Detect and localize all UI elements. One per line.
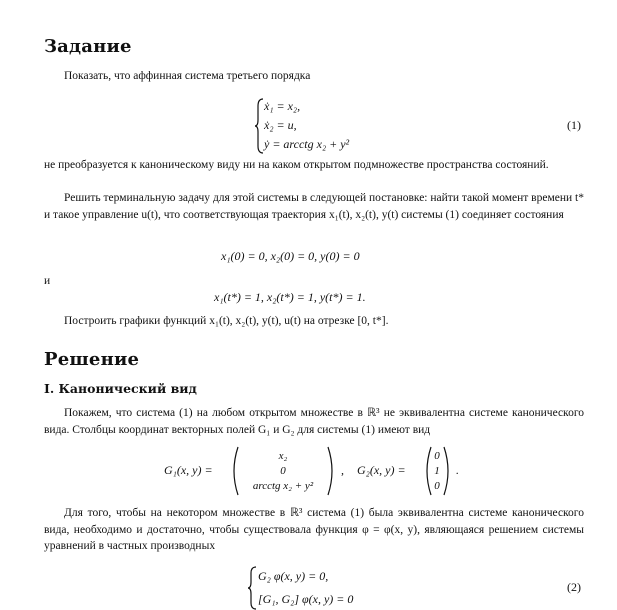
period: .	[456, 463, 459, 477]
g2-right-paren	[442, 446, 454, 496]
left-brace-1	[254, 98, 264, 154]
g1-entry-3: arcctg x₂ + y²	[252, 480, 314, 492]
terminal-conditions: x₁(t*) = 1, x₂(t*) = 1, y(t*) = 1.	[214, 290, 366, 304]
g1-entry-1: x₂	[278, 450, 288, 462]
and-word: и	[44, 275, 51, 287]
solution-heading: Решение	[44, 349, 140, 370]
g2-label: G₂(x, y) =	[357, 463, 406, 477]
system1-eq2: ẋ₂ = u,	[264, 118, 297, 132]
system2-eq2: [G₁, G₂] φ(x, y) = 0	[258, 592, 354, 606]
task-paragraph-2: Решить терминальную задачу для этой системы в следующей постановке: найти такой момент времени t* и такое управление u(t), что соответствующая траектория x₁(t), x₂(t), y(t) системы (1) соединяет состояния	[44, 192, 584, 221]
g2-entry-1: 0	[434, 450, 440, 462]
task-heading: Задание	[44, 36, 132, 57]
g2-entry-2: 1	[434, 465, 440, 477]
g1-entry-2: 0	[280, 465, 286, 477]
g2-entry-3: 0	[434, 480, 440, 492]
initial-conditions: x₁(0) = 0, x₂(0) = 0, y(0) = 0	[221, 249, 360, 263]
task-paragraph-1: не преобразуется к каноническому виду ни на каком открытом подмножестве пространства состояний.	[44, 159, 549, 171]
system1-eq1: ẋ₁ = x₂,	[264, 99, 301, 113]
task-paragraph-3: Построить графики функций x₁(t), x₂(t), y(t), u(t) на отрезке [0, t*].	[64, 315, 389, 327]
subsection-canonical-form: I. Канонический вид	[44, 381, 197, 396]
g1-right-paren	[326, 446, 338, 496]
equation-number-2: (2)	[567, 580, 581, 594]
equation-number-1: (1)	[567, 118, 581, 132]
comma: ,	[341, 463, 344, 477]
left-brace-2	[247, 566, 257, 610]
solution-paragraph-1: Покажем, что система (1) на любом открытом множестве в ℝ³ не эквивалентна системе канонического вида. Столбцы координат векторных полей G₁ и G₂ для системы (1) имеют вид	[44, 407, 584, 436]
task-intro: Показать, что аффинная система третьего порядка	[64, 70, 311, 82]
g1-label: G₁(x, y) =	[164, 463, 213, 477]
solution-paragraph-2: Для того, чтобы на некотором множестве в ℝ³ система (1) была эквивалентна системе канонического вида, необходимо и достаточно, чтобы существовала функция φ = φ(x, y), являющаяся решением системы уравнений в частных производных	[44, 507, 584, 552]
system1-eq3: ẏ = arcctg x₂ + y²	[264, 137, 350, 151]
system2-eq1: G₂ φ(x, y) = 0,	[258, 569, 329, 583]
